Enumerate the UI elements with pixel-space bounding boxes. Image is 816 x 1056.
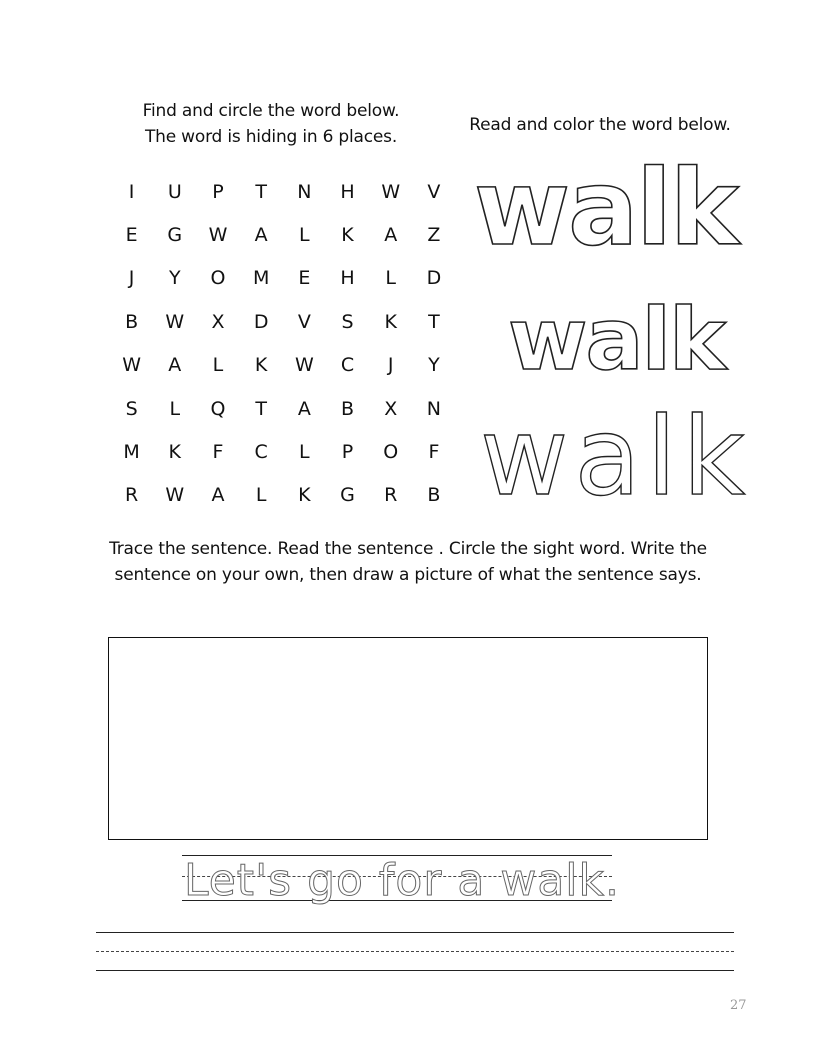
grid-letter[interactable]: W [165,310,185,333]
grid-letter[interactable]: L [299,441,310,464]
drawing-box[interactable] [108,637,708,840]
grid-letter[interactable]: Z [427,224,441,247]
sight-word-outline-3[interactable]: walk [480,395,752,520]
grid-letter[interactable]: C [340,354,355,377]
grid-letter[interactable]: A [168,354,182,377]
grid-letter[interactable]: D [253,310,269,333]
grid-letter[interactable]: Y [428,354,440,377]
grid-letter[interactable]: I [128,180,135,203]
grid-letter[interactable]: K [168,441,182,464]
grid-letter[interactable]: K [384,310,397,333]
grid-letter[interactable]: V [427,180,441,203]
grid-letter[interactable]: T [255,180,267,203]
grid-letter[interactable]: X [211,310,225,333]
grid-letter[interactable]: A [254,224,268,247]
grid-letter[interactable]: L [169,397,181,420]
grid-letter[interactable]: L [385,267,397,290]
grid-row [110,474,456,517]
grid-letter[interactable]: O [383,441,399,464]
grid-letter[interactable]: U [167,180,182,203]
grid-letter[interactable]: T [255,397,267,420]
grid-row [110,257,456,300]
grid-letter[interactable]: R [384,484,398,507]
trace-instruction-line-1: Trace the sentence. Read the sentence . Circle the sight word. Write the [109,539,707,559]
grid-letter[interactable]: L [299,224,310,247]
grid-letter[interactable]: J [128,267,135,290]
grid-letter[interactable]: J [387,354,394,377]
grid-row [110,344,456,387]
grid-letter[interactable]: C [254,441,268,464]
writing-baseline [96,970,734,971]
grid-letter[interactable]: B [125,310,139,333]
grid-letter[interactable]: P [341,441,354,464]
grid-row [110,300,456,343]
find-instruction [112,98,430,150]
grid-letter[interactable]: V [297,310,311,333]
trace-instruction-line-2: sentence on your own, then draw a picture of what the sentence says. [114,565,702,585]
grid-row [110,170,456,213]
word-search-grid [110,170,456,517]
grid-letter[interactable]: G [167,224,183,247]
grid-letter[interactable]: H [340,180,355,203]
grid-letter[interactable]: Y [168,267,181,290]
grid-letter[interactable]: W [381,180,401,203]
grid-letter[interactable]: E [125,224,138,247]
grid-letter[interactable]: Q [210,397,226,420]
grid-letter[interactable]: N [297,180,312,203]
grid-letter[interactable]: F [428,441,440,464]
trace-sentence-area[interactable] [182,852,620,916]
writing-lines[interactable] [96,930,734,974]
grid-letter[interactable]: A [384,224,398,247]
grid-letter[interactable]: X [384,397,398,420]
grid-letter[interactable]: L [212,354,224,377]
grid-letter[interactable]: G [340,484,355,507]
grid-letter[interactable]: S [341,310,354,333]
sight-word-outline-2[interactable]: walk [508,290,725,390]
grid-letter[interactable]: L [255,484,267,507]
grid-letter[interactable]: K [254,354,268,377]
grid-row [110,430,456,473]
grid-letter[interactable]: M [123,441,140,464]
grid-letter[interactable]: A [297,397,311,420]
grid-letter[interactable]: D [426,267,442,290]
trace-instruction [58,536,758,588]
grid-letter[interactable]: K [298,484,311,507]
color-instruction: Read and color the word below. [469,115,731,135]
grid-letter[interactable]: W [208,224,228,247]
find-instruction-line-1: Find and circle the word below. [142,101,400,121]
grid-letter[interactable]: M [252,267,270,290]
grid-letter[interactable]: W [122,354,141,377]
page-number: 27 [730,998,747,1013]
grid-letter[interactable]: R [124,484,139,507]
grid-letter[interactable]: W [165,484,185,507]
grid-letter[interactable]: E [298,267,311,290]
grid-row [110,387,456,430]
grid-letter[interactable]: K [341,224,354,247]
grid-letter[interactable]: B [427,484,441,507]
find-instruction-line-2: The word is hiding in 6 places. [144,127,398,147]
grid-letter[interactable]: B [341,397,355,420]
sight-word-outline-1[interactable]: walk [474,147,738,269]
grid-letter[interactable]: A [211,484,225,507]
writing-top-line [96,932,734,933]
grid-letter[interactable]: P [212,180,224,203]
grid-letter[interactable]: W [294,354,314,377]
writing-midline [96,951,734,952]
grid-letter[interactable]: O [210,267,226,290]
grid-letter[interactable]: S [125,397,138,420]
grid-letter[interactable]: T [428,310,440,333]
grid-letter[interactable]: F [212,441,224,464]
trace-sentence: Let's go for a walk. [184,855,620,906]
grid-row [110,213,456,256]
grid-letter[interactable]: H [340,267,355,290]
grid-letter[interactable]: N [426,397,442,420]
